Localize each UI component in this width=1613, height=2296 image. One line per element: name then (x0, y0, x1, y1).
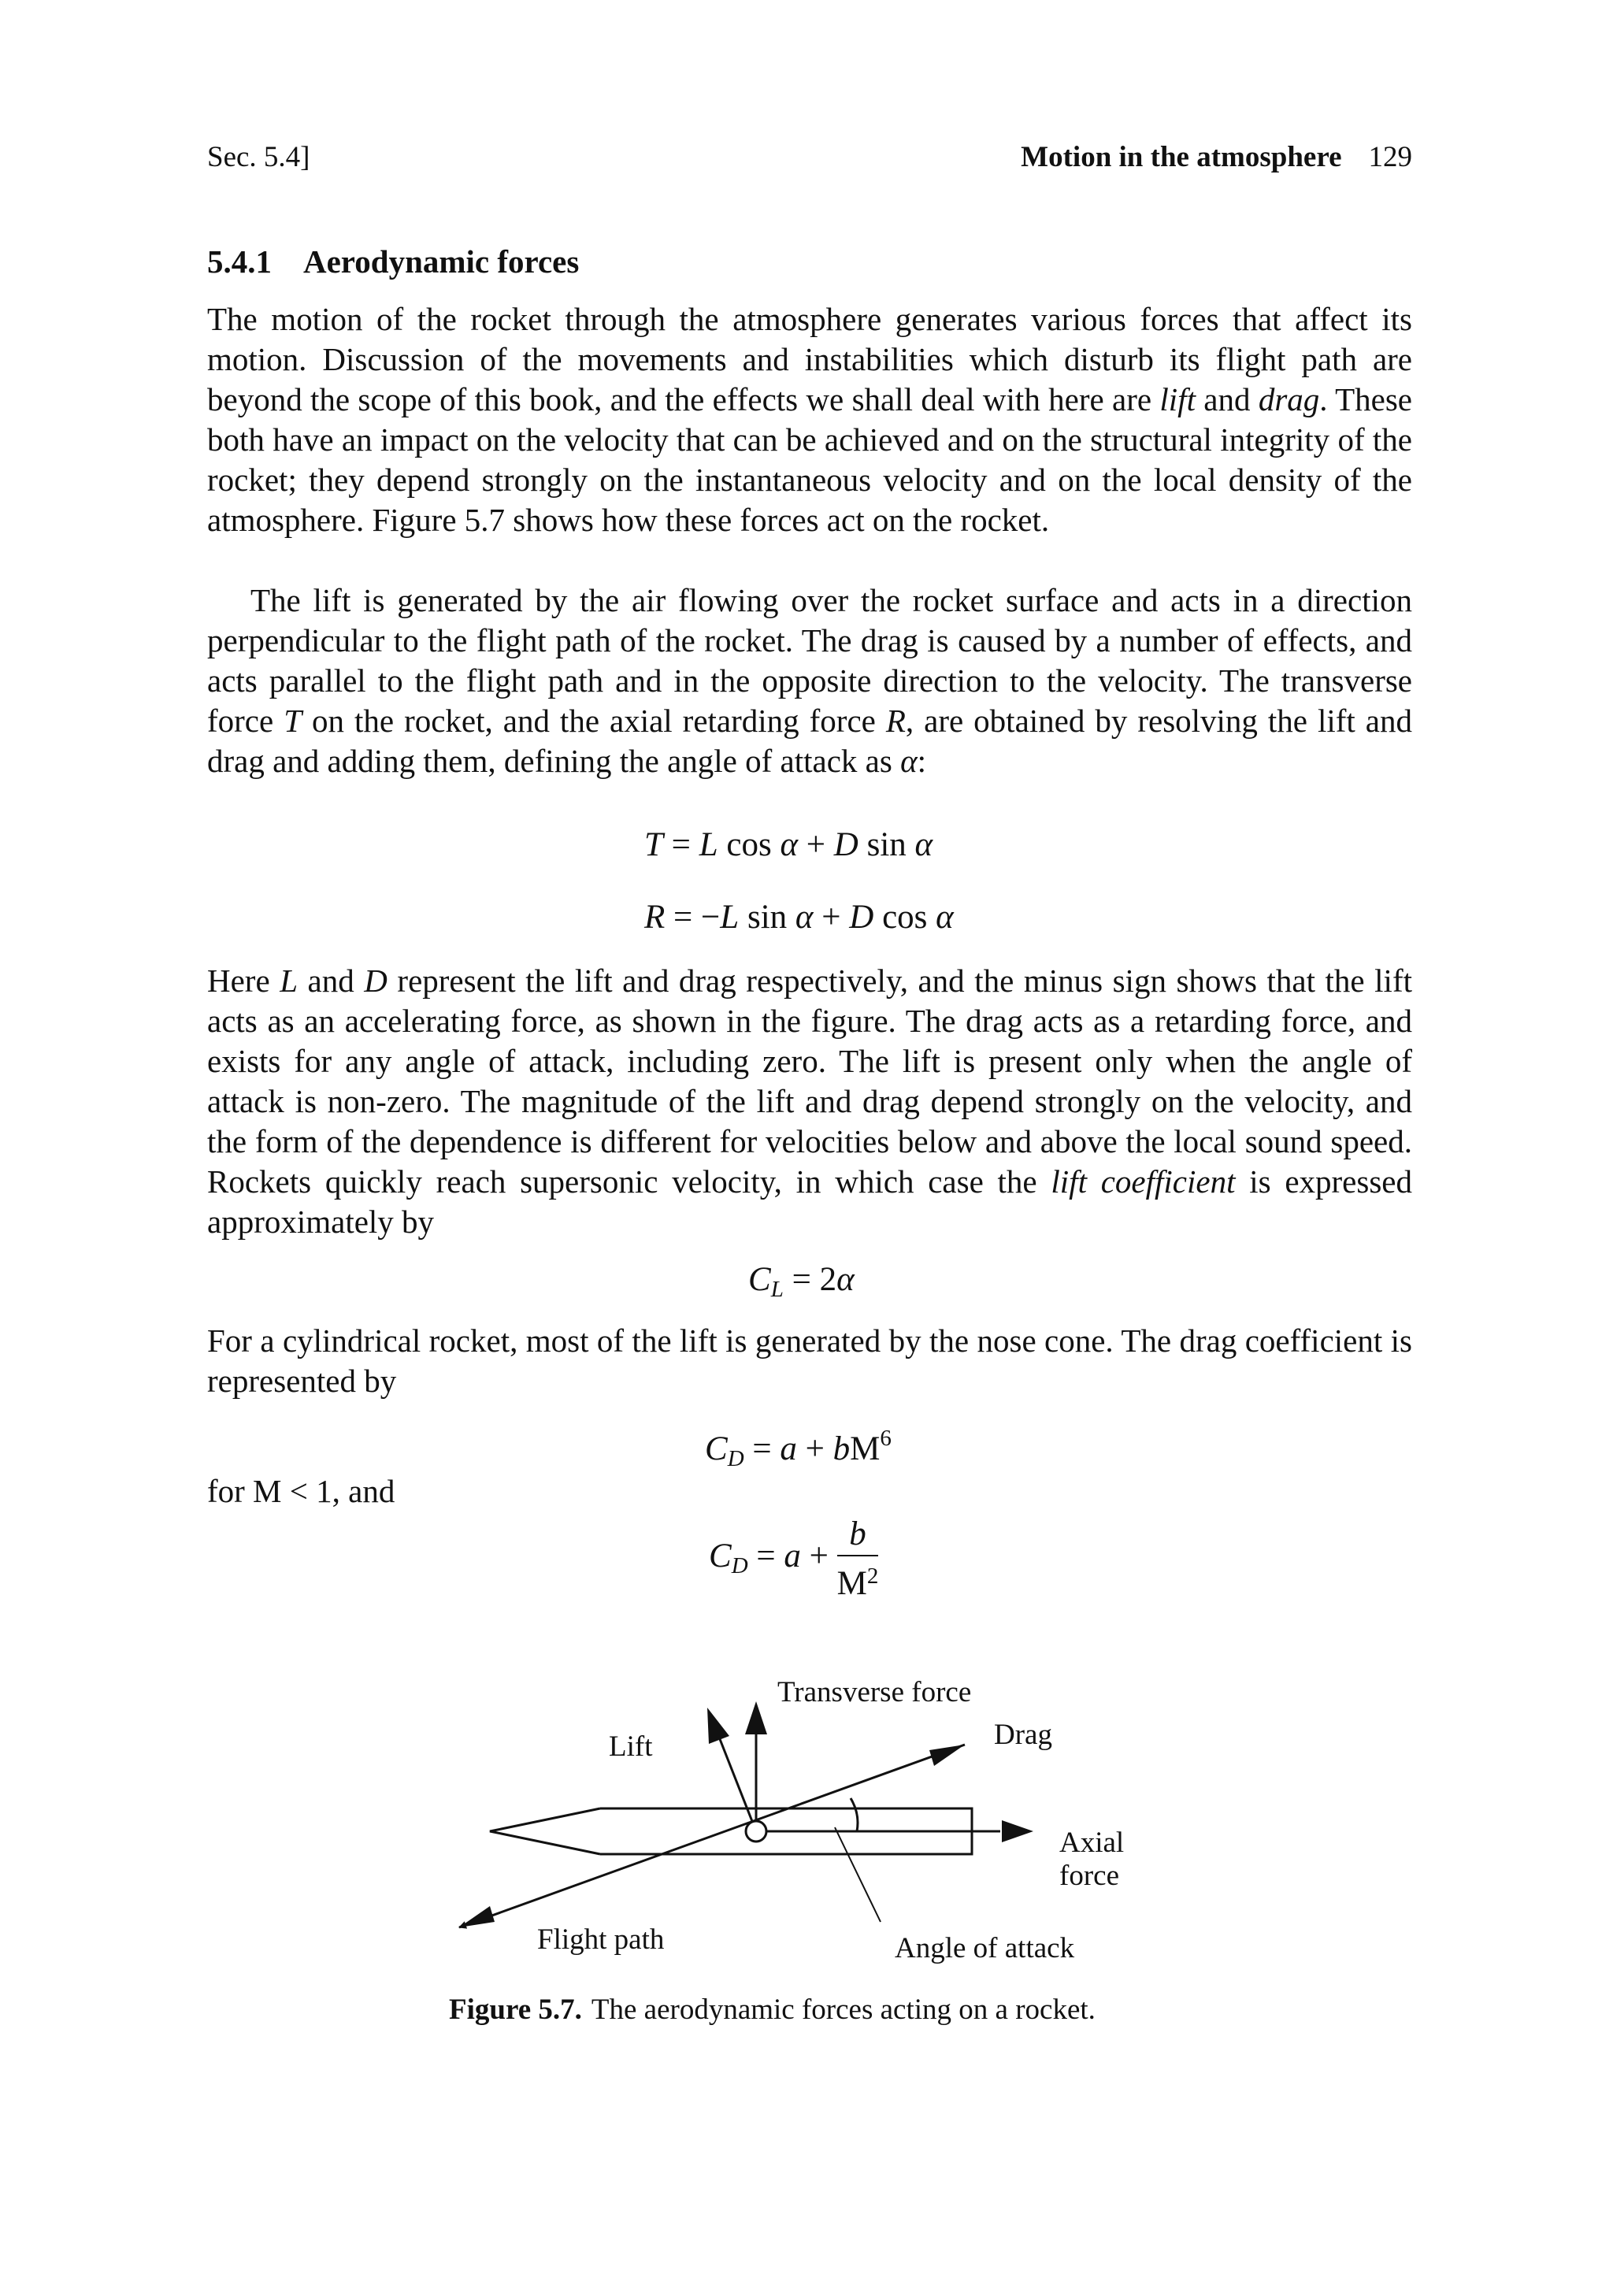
eq-symbol: α (936, 899, 954, 936)
label-axial-force: force (1059, 1860, 1119, 1892)
label-angle-of-attack: Angle of attack (895, 1932, 1075, 1964)
italic-symbol: R (885, 703, 906, 739)
eq-symbol: a (780, 1430, 797, 1467)
drag-arrowhead (929, 1745, 965, 1766)
label-flight-path: Flight path (537, 1923, 665, 1956)
section-heading (207, 243, 579, 280)
eq-symbol: C (705, 1430, 728, 1467)
running-head-section: Sec. 5.4] (207, 141, 310, 173)
eq-subscript: L (770, 1277, 784, 1302)
eq-subscript: D (727, 1446, 744, 1471)
label-lift: Lift (609, 1730, 653, 1763)
eq-function: cos (873, 899, 936, 936)
eq-operator: = 2 (783, 1261, 837, 1298)
eq-symbol: L (699, 826, 718, 863)
eq-operator: = − (665, 899, 721, 936)
text-run: The motion of the rocket through the atmosphere generates various forces that affect its motion. Discussion of the movements and instabilities which disturb its flight path are beyond the scope of this book, and the effects we shall deal with here are (207, 301, 1412, 417)
text-run: and (1195, 381, 1259, 417)
eq-operator: = (743, 1430, 781, 1467)
label-axial: Axial (1059, 1827, 1125, 1859)
eq-superscript: 6 (880, 1426, 892, 1451)
transverse-force-arrowhead (745, 1701, 767, 1734)
eq-symbol: a (784, 1537, 801, 1575)
eq-symbol: α (914, 826, 933, 863)
eq-symbol: L (720, 899, 740, 936)
text-run: . These both have an impact on the velocity that can be achieved and on the structural integrity of the rocket; they depend strongly on the instantaneous velocity and on the local density of the atmosphere. Figure 5.7 shows how these forces act on the rocket. (207, 381, 1413, 538)
eq-function: cos (718, 826, 781, 863)
italic-term: lift (1159, 381, 1196, 417)
angle-of-attack-arc (851, 1798, 858, 1831)
paragraph-1 (207, 299, 1412, 540)
equation-axial-force (644, 898, 954, 937)
equation-lift-coefficient (748, 1260, 855, 1303)
eq-function: sin (858, 826, 915, 863)
lift-force-arrowhead (707, 1708, 729, 1744)
equation-drag-coefficient-subsonic (705, 1426, 892, 1472)
eq-fraction (837, 1514, 879, 1604)
eq-operator: + (813, 899, 850, 936)
eq-numerator: b (837, 1514, 879, 1556)
eq-superscript: 2 (866, 1563, 879, 1589)
text-run: on the rocket, and the axial retarding force (302, 703, 886, 739)
lift-force-line (720, 1739, 756, 1831)
eq-operator: + (798, 826, 834, 863)
text-run: The lift is generated by the air flowing over the rocket surface and acts in a direction perpendicular to the flight path of the rocket. The drag is caused by a number of effects, and acts parallel to the flight path and in the opposite direction to the velocity. The transverse force (207, 582, 1412, 739)
running-head-right (1021, 140, 1412, 174)
text-run: represent the lift and drag respectively, and the minus sign shows that the lift acts as an accelerating force, as shown in the figure. The drag acts as a retarding force, and exists for any angle of attack, including zero. The lift is present only when the angle of attack is non-zero. The magnitude of the lift and drag depend strongly on the velocity, and the form of the dependence is different for velocities below and above the local sound speed. Rockets quickly reach supersonic velocity, in which case the (207, 963, 1412, 1200)
label-transverse-force: Transverse force (777, 1676, 972, 1708)
label-drag: Drag (994, 1719, 1052, 1751)
figure-caption-text: The aerodynamic forces acting on a rocket. (591, 1994, 1096, 2026)
flight-path-arrow (459, 1745, 965, 1927)
figure-caption (449, 1993, 1096, 2027)
italic-symbol: T (284, 703, 302, 739)
italic-symbol: L (280, 963, 298, 999)
eq-symbol: T (644, 826, 663, 863)
eq-symbol: α (795, 899, 814, 936)
eq-function: sin (739, 899, 795, 936)
text-run: is expressed approximately by (207, 1163, 1412, 1240)
italic-term: drag (1258, 381, 1320, 417)
eq-symbol: α (836, 1261, 855, 1298)
paragraph-4 (207, 1321, 1412, 1401)
eq-symbol: α (780, 826, 799, 863)
eq-symbol: M (850, 1430, 881, 1467)
centre-of-pressure-point (746, 1821, 766, 1842)
flight-path-arrowhead (459, 1906, 495, 1927)
italic-symbol: α (900, 743, 918, 779)
angle-of-attack-leader (835, 1827, 881, 1922)
text-run: : (917, 743, 926, 779)
section-title: Aerodynamic forces (303, 243, 580, 280)
text-run: For a cylindrical rocket, most of the lift is generated by the nose cone. The drag coefficient is represented by (207, 1322, 1412, 1399)
axial-force-arrowhead (1002, 1820, 1033, 1842)
equation-transverse-force (644, 825, 933, 864)
figure-caption-label: Figure 5.7. (449, 1994, 582, 2026)
text-run: and (298, 963, 365, 999)
running-head (207, 140, 1412, 180)
eq-operator: = (662, 826, 699, 863)
eq-operator: + (800, 1537, 837, 1575)
eq-symbol: b (832, 1430, 851, 1467)
eq-symbol: R (644, 899, 666, 936)
section-number: 5.4.1 (207, 243, 272, 280)
running-head-title: Motion in the atmosphere (1021, 141, 1342, 173)
for-m-condition: for M < 1, and (207, 1473, 395, 1509)
eq-operator: + (796, 1430, 833, 1467)
paragraph-2 (207, 580, 1412, 781)
eq-symbol: C (709, 1537, 732, 1575)
italic-symbol: D (364, 963, 387, 999)
italic-term: lift coefficient (1051, 1163, 1236, 1200)
eq-symbol: M (836, 1565, 867, 1602)
eq-symbol: C (748, 1261, 771, 1298)
text-run: , are obtained by resolving the lift and drag and adding them, defining the angle of attack as (207, 703, 1413, 779)
eq-symbol: D (849, 899, 874, 936)
eq-subscript: D (731, 1552, 748, 1578)
eq-symbol: D (833, 826, 858, 863)
eq-operator: = (747, 1537, 784, 1575)
paragraph-3 (207, 961, 1412, 1242)
page-number: 129 (1368, 141, 1412, 173)
text-run: Here (207, 963, 280, 999)
eq-denominator (837, 1556, 879, 1604)
equation-drag-coefficient-supersonic (709, 1514, 878, 1604)
